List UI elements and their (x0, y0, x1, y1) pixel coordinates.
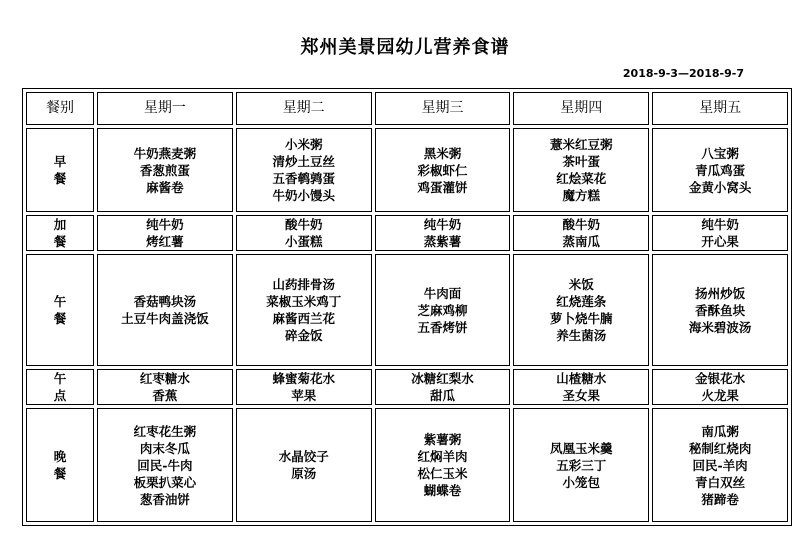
dish-item: 纯牛奶 (146, 217, 184, 232)
meal-label-char: 早 (53, 154, 67, 169)
table-row-snack (26, 215, 788, 251)
menu-cell (236, 254, 372, 366)
menu-cell (97, 254, 233, 366)
meal-label-char: 餐 (53, 466, 67, 481)
menu-cell (375, 254, 511, 366)
meal-label-char: 餐 (53, 311, 67, 326)
table-row-lunch (26, 254, 788, 366)
dish-item: 紫薯粥 (423, 432, 462, 447)
dish-item: 酸牛奶 (284, 217, 323, 232)
menu-cell (97, 369, 233, 405)
dish-item: 红烧莲条 (556, 294, 607, 309)
dish-item: 清炒土豆丝 (272, 154, 335, 169)
dish-item: 秘制红烧肉 (688, 440, 752, 456)
menu-table (22, 88, 792, 526)
dish-item: 猪蹄卷 (701, 491, 739, 507)
page-title: 郑州美景园幼儿营养食谱 (300, 37, 510, 58)
meal-label (26, 215, 94, 251)
dish-item: 南瓜粥 (701, 423, 739, 439)
menu-cell (97, 128, 233, 212)
menu-cell (236, 369, 372, 405)
dish-item: 松仁玉米 (417, 466, 468, 481)
dish-item: 彩椒虾仁 (417, 162, 468, 178)
dish-item: 金银花水 (695, 371, 746, 386)
dish-item: 葱香油饼 (139, 491, 190, 507)
dish-item: 红枣糖水 (139, 371, 190, 386)
menu-cell (513, 254, 649, 366)
dish-item: 青瓜鸡蛋 (695, 162, 746, 178)
menu-cell (652, 254, 788, 366)
dish-item: 苹果 (291, 388, 317, 403)
dish-item: 蜂蜜菊花水 (272, 371, 335, 386)
menu-cell (652, 369, 788, 405)
date-range: 2018-9-3—2018-9-7 (622, 67, 744, 80)
dish-item: 冰糖红梨水 (411, 371, 474, 386)
table-row-afternoon-snack (26, 369, 788, 405)
dish-item: 养生菌汤 (556, 328, 607, 343)
dish-item: 薏米红豆粥 (550, 137, 613, 152)
menu-cell (375, 215, 511, 251)
menu-cell (97, 408, 233, 522)
dish-item: 山药排骨汤 (272, 277, 335, 292)
dish-item: 回民-羊肉 (692, 457, 748, 473)
dish-item: 圣女果 (562, 388, 601, 403)
dish-item: 五香烤饼 (417, 319, 468, 335)
dish-item: 开心果 (701, 234, 739, 249)
dish-item: 魔方糕 (562, 188, 601, 203)
dish-item: 小米粥 (284, 137, 323, 152)
menu-cell (652, 408, 788, 522)
menu-cell (236, 215, 372, 251)
meal-label-char: 餐 (53, 171, 67, 186)
dish-item: 肉末冬瓜 (139, 440, 190, 456)
table-row-dinner (26, 408, 788, 522)
day-header: 星期二 (236, 92, 372, 125)
dish-item: 萝卜烧牛腩 (550, 311, 613, 326)
day-header: 星期三 (375, 92, 511, 125)
dish-item: 五香鹌鹑蛋 (272, 171, 335, 186)
dish-item: 扬州炒饭 (695, 285, 746, 301)
menu-cell (513, 128, 649, 212)
header-row (26, 92, 788, 125)
dish-item: 蒸紫薯 (423, 234, 462, 249)
menu-cell (236, 128, 372, 212)
dish-item: 麻酱卷 (146, 179, 184, 195)
dish-item: 八宝粥 (701, 145, 739, 161)
dish-item: 金黄小窝头 (688, 179, 752, 195)
table-row-breakfast (26, 128, 788, 212)
meal-label (26, 408, 94, 522)
menu-cell (97, 215, 233, 251)
dish-item: 小笼包 (562, 474, 601, 490)
meal-label-char: 晚 (53, 449, 67, 464)
dish-item: 酸牛奶 (562, 217, 601, 232)
meal-column-header: 餐别 (26, 92, 94, 125)
dish-item: 红烩菜花 (556, 171, 607, 186)
dish-item: 碎金饭 (284, 328, 323, 343)
meal-label (26, 254, 94, 366)
dish-item: 蒸南瓜 (562, 234, 601, 249)
meal-label (26, 369, 94, 405)
dish-item: 小蛋糕 (284, 234, 323, 249)
meal-label-char: 点 (53, 388, 67, 403)
meal-label-char: 餐 (53, 234, 67, 249)
dish-item: 麻酱西兰花 (272, 311, 335, 326)
dish-item: 香葱煎蛋 (139, 162, 190, 178)
dish-item: 红枣花生粥 (133, 423, 197, 439)
menu-cell (652, 128, 788, 212)
dish-item: 回民-牛肉 (137, 457, 193, 473)
dish-item: 原汤 (291, 466, 317, 481)
dish-item: 甜瓜 (429, 388, 455, 403)
menu-cell (375, 128, 511, 212)
menu-cell (375, 369, 511, 405)
dish-item: 黑米粥 (423, 145, 462, 161)
dish-item: 水晶饺子 (278, 449, 329, 464)
dish-item: 牛奶燕麦粥 (133, 145, 197, 161)
dish-item: 烤红薯 (146, 234, 184, 249)
dish-item: 菜椒玉米鸡丁 (266, 294, 342, 309)
dish-item: 茶叶蛋 (562, 154, 601, 169)
meal-label-char: 午 (53, 294, 67, 309)
dish-item: 青白双丝 (695, 474, 746, 490)
dish-item: 板栗扒菜心 (133, 474, 197, 490)
dish-item: 香蕉 (152, 388, 178, 403)
dish-item: 香酥鱼块 (695, 302, 746, 318)
menu-cell (236, 408, 372, 522)
dish-item: 纯牛奶 (423, 217, 462, 232)
dish-item: 牛肉面 (423, 285, 462, 301)
dish-item: 山楂糖水 (556, 371, 607, 386)
dish-item: 红焖羊肉 (417, 449, 468, 464)
dish-item: 凤凰玉米羹 (550, 440, 613, 456)
menu-cell (652, 215, 788, 251)
menu-cell (513, 369, 649, 405)
dish-item: 火龙果 (701, 388, 739, 403)
dish-item: 牛奶小馒头 (272, 188, 335, 203)
meal-label-char: 加 (53, 217, 67, 232)
dish-item: 芝麻鸡柳 (417, 302, 468, 318)
dish-item: 海米碧波汤 (688, 319, 752, 335)
day-header: 星期四 (513, 92, 649, 125)
menu-cell (513, 408, 649, 522)
dish-item: 蝴蝶卷 (423, 483, 462, 498)
meal-label-char: 午 (53, 371, 67, 386)
day-header: 星期五 (652, 92, 788, 125)
menu-cell (513, 215, 649, 251)
menu-cell (375, 408, 511, 522)
dish-item: 土豆牛肉盖浇饭 (121, 311, 209, 326)
dish-item: 纯牛奶 (701, 217, 739, 232)
dish-item: 五彩三丁 (556, 457, 607, 473)
dish-item: 米饭 (568, 277, 594, 292)
dish-item: 香菇鸭块汤 (133, 294, 197, 309)
day-header: 星期一 (97, 92, 233, 125)
dish-item: 鸡蛋灌饼 (417, 179, 468, 195)
meal-label (26, 128, 94, 212)
